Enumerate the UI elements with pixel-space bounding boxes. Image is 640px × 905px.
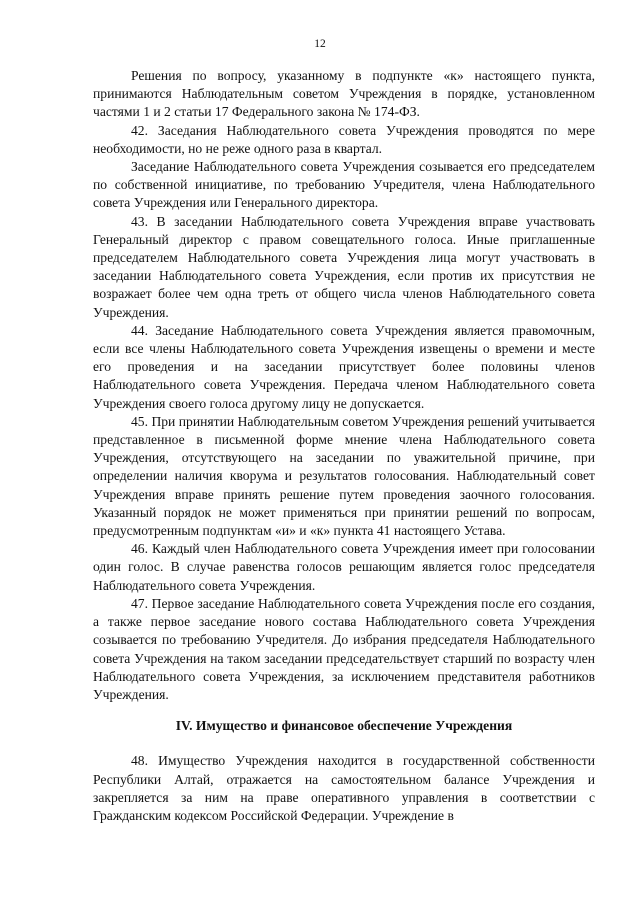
paragraph-43: 43. В заседании Наблюдательного совета Учреждения вправе участвовать Генеральный директор с правом совещательного голоса. Иные приглашенные председателем Наблюдательного совета Учреждения лица могут участвовать в заседании Наблюдательного совета Учреждения, если против их присутствия не возражает более чем одна треть от общего числа членов Наблюдательного совета Учреждения. — [93, 213, 595, 320]
section-heading: IV. Имущество и финансовое обеспечение Учреждения — [175, 718, 513, 734]
paragraph-48: 48. Имущество Учреждения находится в государственной собственности Республики Алтай, отражается на самостоятельном балансе Учреждения и закрепляется за ним на праве оперативного управления в соответствии с Гражданским кодексом Российской Федерации. Учреждение в — [93, 753, 595, 823]
paragraph-44: 44. Заседание Наблюдательного совета Учреждения является правомочным, если все члены Наблюдательного совета Учреждения извещены о времени и месте его проведения и на заседании присутствует более половины членов Наблюдательного совета Учреждения. Передача членом Наблюдательного совета Учреждения своего голоса другому лицу не допускается. — [93, 322, 595, 411]
paragraph-45: 45. При принятии Наблюдательным советом Учреждения решений учитывается представленное в письменной форме мнение члена Наблюдательного совета Учреждения, отсутствующего на заседании по уважительной причине, при определении наличия кворума и результатов голосования. Наблюдательный совет Учреждения вправе принять решение путем проведения заочного голосования. Указанный порядок не может применяться при принятии решений по вопросам, предусмотренным подпунктам «и» и «к» пункта 41 настоящего Устава. — [93, 413, 595, 539]
paragraph-47: 47. Первое заседание Наблюдательного совета Учреждения после его создания, а также первое заседание нового состава Наблюдательного совета Учреждения созывается по требованию Учредителя. До избрания председателя Наблюдательного совета Учреждения на таком заседании председательствует старший по возрасту член Наблюдательного совета Учреждения, за исключением представителя работников Учреждения. — [93, 595, 595, 702]
paragraph-41-note: Решения по вопросу, указанному в подпункте «к» настоящего пункта, принимаются Наблюдательным советом Учреждения в порядке, установленном частями 1 и 2 статьи 17 Федерального закона № 174-ФЗ. — [93, 68, 595, 120]
page-number: 12 — [314, 38, 326, 50]
document-body — [93, 67, 595, 825]
paragraph-42: 42. Заседания Наблюдательного совета Учреждения проводятся по мере необходимости, но не реже одного раза в квартал. — [93, 122, 595, 156]
paragraph-46: 46. Каждый член Наблюдательного совета Учреждения имеет при голосовании один голос. В случае равенства голосов решающим является голос председателя Наблюдательного совета Учреждения. — [93, 541, 595, 593]
paragraph-42-convening: Заседание Наблюдательного совета Учреждения созывается его председателем по собственной инициативе, по требованию Учредителя, члена Наблюдательного совета Учреждения или Генерального директора. — [93, 159, 595, 211]
